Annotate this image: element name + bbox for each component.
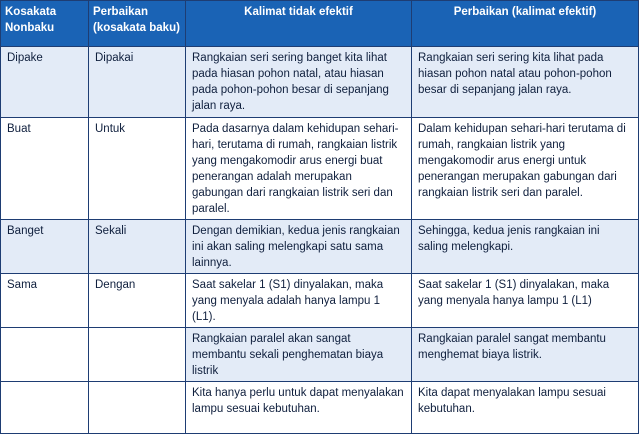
cell-efektif: Kita dapat menyalakan lampu sesuai kebutuhan. bbox=[412, 382, 639, 434]
table-row bbox=[1, 118, 639, 220]
header-row bbox=[1, 1, 639, 47]
header-kosakata-nonbaku: Kosakata Nonbaku bbox=[1, 1, 89, 47]
cell-nonbaku: Dipake bbox=[1, 47, 89, 118]
table-row bbox=[1, 274, 639, 328]
cell-tidak-efektif: Rangkaian paralel akan sangat membantu sekali penghematan biaya listrik bbox=[186, 328, 412, 382]
cell-tidak-efektif: Saat sakelar 1 (S1) dinyalakan, maka yang menyala adalah hanya lampu 1 (L1). bbox=[186, 274, 412, 328]
cell-baku: Untuk bbox=[89, 118, 186, 220]
cell-efektif: Sehingga, kedua jenis rangkaian ini saling melengkapi. bbox=[412, 220, 639, 274]
cell-efektif: Saat sakelar 1 (S1) dinyalakan, maka yang menyala hanya lampu 1 (L1) bbox=[412, 274, 639, 328]
cell-efektif: Rangkaian paralel sangat membantu menghemat biaya listrik. bbox=[412, 328, 639, 382]
cell-nonbaku: Banget bbox=[1, 220, 89, 274]
cell-tidak-efektif: Kita hanya perlu untuk dapat menyalakan lampu sesuai kebutuhan. bbox=[186, 382, 412, 434]
cell-baku: Dengan bbox=[89, 274, 186, 328]
cell-nonbaku: Sama bbox=[1, 274, 89, 328]
cell-baku: Dipakai bbox=[89, 47, 186, 118]
cell-baku: Sekali bbox=[89, 220, 186, 274]
cell-nonbaku: Buat bbox=[1, 118, 89, 220]
cell-tidak-efektif: Dengan demikian, kedua jenis rangkaian ini akan saling melengkapi satu sama lainnya. bbox=[186, 220, 412, 274]
cell-efektif: Dalam kehidupan sehari-hari terutama di rumah, rangkaian listrik yang mengakomodir arus energi untuk penerangan merupakan gabungan dari rangkaian listrik seri dan paralel. bbox=[412, 118, 639, 220]
cell-efektif: Rangkaian seri sering kita lihat pada hiasan pohon natal atau pohon-pohon besar di sepanjang jalan raya. bbox=[412, 47, 639, 118]
table-row bbox=[1, 47, 639, 118]
table-body bbox=[1, 47, 639, 434]
cell-tidak-efektif: Pada dasarnya dalam kehidupan sehari-hari, terutama di rumah, rangkaian listrik yang mengakomodir arus energi buat penerangan adalah merupakan gabungan dari rangkaian listrik seri dan paralel. bbox=[186, 118, 412, 220]
cell-baku bbox=[89, 328, 186, 382]
cell-nonbaku bbox=[1, 328, 89, 382]
table-header bbox=[1, 1, 639, 47]
table-row bbox=[1, 382, 639, 434]
header-perbaikan-baku: Perbaikan (kosakata baku) bbox=[89, 1, 186, 47]
table-row bbox=[1, 220, 639, 274]
table-row bbox=[1, 328, 639, 382]
cell-tidak-efektif: Rangkaian seri sering banget kita lihat pada hiasan pohon natal, atau hiasan pada pohon-pohon besar di sepanjang jalan raya. bbox=[186, 47, 412, 118]
header-kalimat-efektif: Perbaikan (kalimat efektif) bbox=[412, 1, 639, 47]
header-kalimat-tidak-efektif: Kalimat tidak efektif bbox=[186, 1, 412, 47]
cell-nonbaku bbox=[1, 382, 89, 434]
cell-baku bbox=[89, 382, 186, 434]
